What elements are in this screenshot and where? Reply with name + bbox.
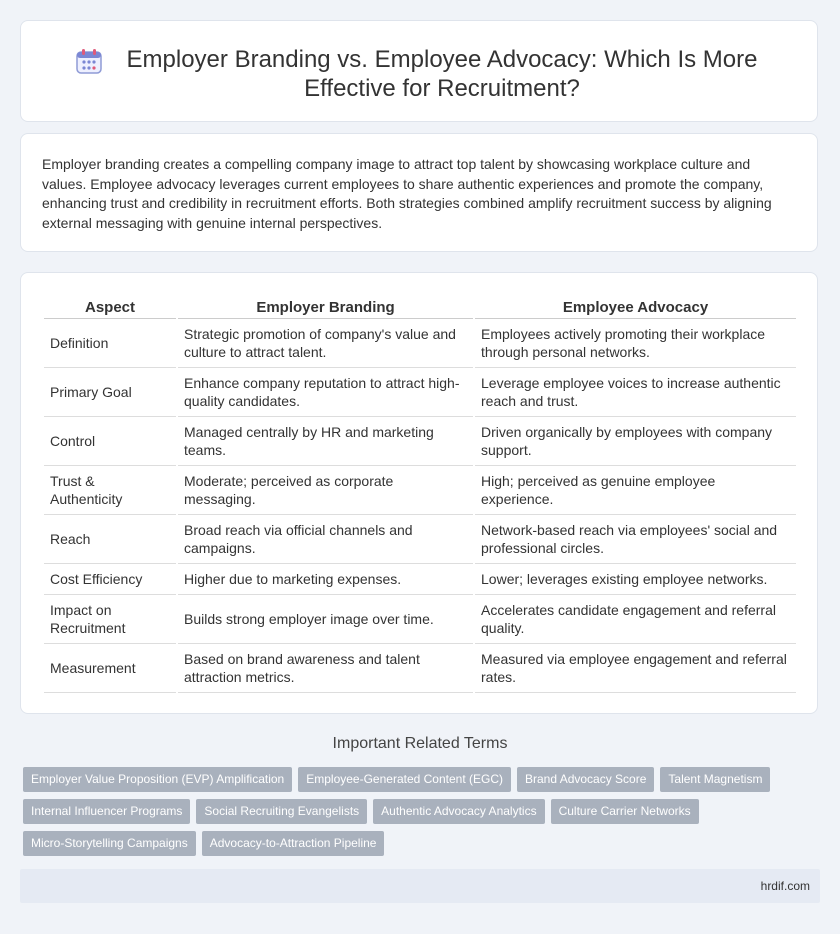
header-employee-advocacy: Employee Advocacy (475, 296, 796, 319)
table-header-row (44, 296, 796, 319)
table-row (44, 564, 796, 595)
row-employee-advocacy: Accelerates candidate engagement and referral quality. (475, 595, 796, 644)
term-chip[interactable]: Employer Value Proposition (EVP) Amplification (23, 767, 292, 792)
intro-card (20, 133, 818, 252)
row-aspect: Cost Efficiency (44, 564, 176, 595)
table-row (44, 644, 796, 693)
term-chip[interactable]: Brand Advocacy Score (517, 767, 654, 792)
header-card (20, 20, 818, 122)
row-employee-advocacy: Employees actively promoting their workplace through personal networks. (475, 319, 796, 368)
row-employer-branding: Higher due to marketing expenses. (178, 564, 473, 595)
intro-text: Employer branding creates a compelling company image to attract top talent by showcasing workplace culture and values. Employee advocacy leverages current employees to share authentic experiences and promote the company, enhancing trust and credibility in recruitment efforts. Both strategies combined amplify recruitment success by aligning external messaging with genuine internal perspectives. (42, 156, 772, 231)
row-employer-branding: Strategic promotion of company's value and culture to attract talent. (178, 319, 473, 368)
row-employee-advocacy: Network-based reach via employees' social and professional circles. (475, 515, 796, 564)
table-row (44, 515, 796, 564)
term-chip[interactable]: Authentic Advocacy Analytics (373, 799, 544, 824)
row-employer-branding: Broad reach via official channels and campaigns. (178, 515, 473, 564)
term-chip[interactable]: Culture Carrier Networks (551, 799, 699, 824)
row-employee-advocacy: Leverage employee voices to increase authentic reach and trust. (475, 368, 796, 417)
comparison-table (42, 296, 798, 693)
term-chip[interactable]: Talent Magnetism (660, 767, 770, 792)
term-chip[interactable]: Micro-Storytelling Campaigns (23, 831, 196, 856)
row-employer-branding: Enhance company reputation to attract high-quality candidates. (178, 368, 473, 417)
row-employer-branding: Based on brand awareness and talent attraction metrics. (178, 644, 473, 693)
header-employer-branding: Employer Branding (178, 296, 473, 319)
row-employer-branding: Moderate; perceived as corporate messaging. (178, 466, 473, 515)
related-terms-title: Important Related Terms (332, 735, 508, 752)
table-row (44, 595, 796, 644)
row-aspect: Measurement (44, 644, 176, 693)
row-aspect: Impact on Recruitment (44, 595, 176, 644)
term-chip[interactable]: Internal Influencer Programs (23, 799, 190, 824)
row-aspect: Primary Goal (44, 368, 176, 417)
comparison-card (20, 272, 818, 714)
row-employee-advocacy: Measured via employee engagement and referral rates. (475, 644, 796, 693)
term-chip[interactable]: Social Recruiting Evangelists (196, 799, 367, 824)
calendar-icon (76, 48, 102, 74)
page-title: Employer Branding vs. Employee Advocacy: Which Is More Effective for Recruitment? (126, 46, 758, 102)
row-aspect: Control (44, 417, 176, 466)
term-chip[interactable]: Employee-Generated Content (EGC) (298, 767, 511, 792)
title-wrap (21, 21, 817, 103)
footer (20, 869, 820, 903)
row-aspect: Trust & Authenticity (44, 466, 176, 515)
row-employer-branding: Managed centrally by HR and marketing teams. (178, 417, 473, 466)
row-employee-advocacy: High; perceived as genuine employee experience. (475, 466, 796, 515)
row-employee-advocacy: Driven organically by employees with company support. (475, 417, 796, 466)
table-row (44, 417, 796, 466)
table-row (44, 466, 796, 515)
term-chip[interactable]: Advocacy-to-Attraction Pipeline (202, 831, 385, 856)
row-employee-advocacy: Lower; leverages existing employee networks. (475, 564, 796, 595)
row-aspect: Reach (44, 515, 176, 564)
related-terms-list (23, 767, 813, 863)
table-row (44, 368, 796, 417)
table-row (44, 319, 796, 368)
row-employer-branding: Builds strong employer image over time. (178, 595, 473, 644)
header-aspect: Aspect (44, 296, 176, 319)
footer-site-link[interactable]: hrdif.com (760, 879, 810, 893)
row-aspect: Definition (44, 319, 176, 368)
